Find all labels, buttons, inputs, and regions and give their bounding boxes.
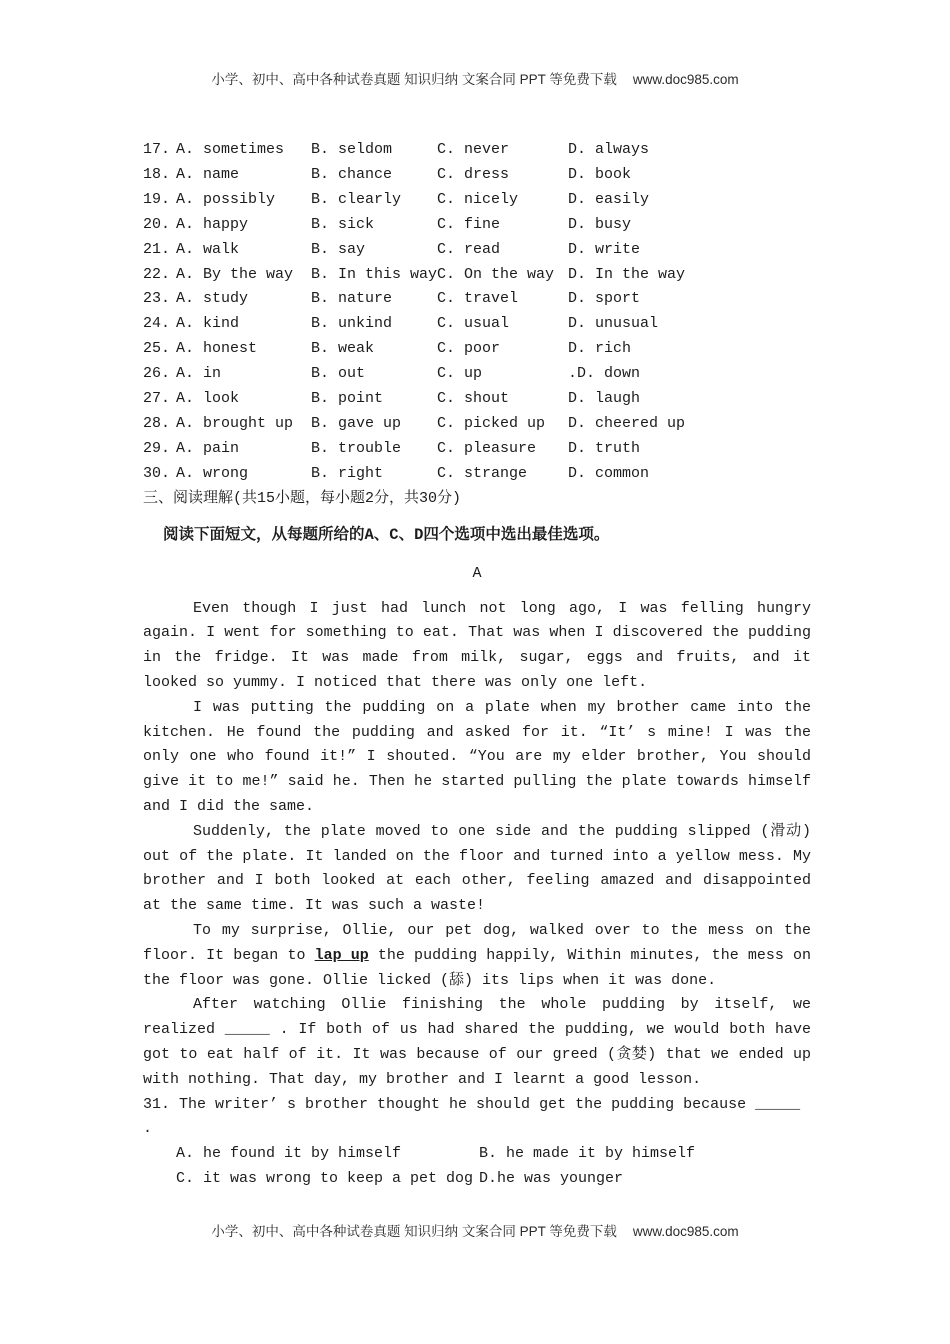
question-number: 18. xyxy=(143,165,171,183)
section-heading: 三、阅读理解(共15小题，每小题2分，共30分) xyxy=(143,489,462,507)
option-b: B. seldom xyxy=(311,141,393,158)
question-list xyxy=(143,138,811,487)
option-a: A. honest xyxy=(176,340,258,358)
option-b: B. unkind xyxy=(311,315,393,333)
question-number: 22. xyxy=(143,265,171,283)
question-number: 21. xyxy=(143,240,171,258)
option-c: C. On the way xyxy=(437,265,555,283)
question-row-28 xyxy=(143,412,811,437)
question-number: 24. xyxy=(143,315,171,333)
option-a: A. pain xyxy=(176,439,240,457)
question-number: 17. xyxy=(143,141,171,158)
header-url: www.doc985.com xyxy=(632,72,739,87)
question-number: 19. xyxy=(143,190,171,208)
option-d: D. write xyxy=(568,240,641,258)
option-b: B. weak xyxy=(311,340,375,358)
paragraph-4-text-after: the pudding happily, Within minutes, the mess on the floor was gone. Ollie licked (舔) its lips when it was done. xyxy=(143,946,811,989)
option-a: A. happy xyxy=(176,215,249,233)
question-number: 20. xyxy=(143,215,171,233)
footer-url: www.doc985.com xyxy=(632,1223,739,1239)
option-a: A. look xyxy=(176,390,240,408)
option-d: D. sport xyxy=(568,290,641,308)
question-row-20 xyxy=(143,213,811,238)
passage-paragraph-1: Even though I just had lunch not long ago, I was felling hungry again. I went for something to eat. That was when I discovered the pudding in the fridge. It was made from milk, sugar, eggs and fruits, and it looked so yummy. I noticed that there was only one left. xyxy=(143,599,811,691)
question-number: 27. xyxy=(143,390,171,408)
option-b: B. out xyxy=(311,365,366,383)
question-number: 30. xyxy=(143,464,171,482)
option-c: C. pleasure xyxy=(437,439,537,457)
option-b: B. right xyxy=(311,464,384,482)
option-d: D. truth xyxy=(568,439,641,457)
question-row-29 xyxy=(143,437,811,462)
option-a: A. in xyxy=(176,365,222,383)
option-b: B. clearly xyxy=(311,190,402,208)
option-d: D. always xyxy=(568,141,650,158)
option-d: D. busy xyxy=(568,215,632,233)
option-c: C. fine xyxy=(437,215,501,233)
option-d: D. easily xyxy=(568,190,650,208)
passage-label: A xyxy=(472,564,482,582)
option-c: C. never xyxy=(437,141,510,158)
passage-paragraph-2: I was putting the pudding on a plate when my brother came into the kitchen. He found the pudding and asked for it. “It’ s mine! I was the only one who found it!” I shouted. “You are my elder brother, You should give it to me!” said he. Then he started pulling the plate towards himself and I did the same. xyxy=(143,698,811,815)
option-c: C. dress xyxy=(437,165,510,183)
question-number: 26. xyxy=(143,365,171,383)
question-number: 23. xyxy=(143,290,171,308)
passage-paragraph-3: Suddenly, the plate moved to one side and the pudding slipped (滑动) out of the plate. It landed on the floor and turned into a yellow mess. My brother and I both looked at each other, feeling amazed and disappointed at the same time. It was such a waste! xyxy=(143,822,811,915)
question-row-30 xyxy=(143,462,811,487)
option-a: A. sometimes xyxy=(176,141,285,158)
option-a: A. study xyxy=(176,290,249,308)
page-header xyxy=(0,0,950,88)
option-b: B. In this way xyxy=(311,265,438,283)
option-a: A. wrong xyxy=(176,464,249,482)
option-d: D. rich xyxy=(568,340,632,358)
question-row-27 xyxy=(143,387,811,412)
option-d: D. In the way xyxy=(568,265,686,283)
passage-paragraph-5: After watching Ollie finishing the whole pudding by itself, we realized _____ . If both of us had shared the pudding, we would both have got to eat half of it. It was because of our greed (贪婪) that we ended up with nothing. That day, my brother and I learnt a good lesson. xyxy=(143,996,811,1088)
passage-paragraph-4 xyxy=(143,919,811,993)
question-31-options xyxy=(176,1142,811,1192)
question-row-17 xyxy=(143,138,811,163)
q31-option-b: B. he made it by himself xyxy=(479,1145,696,1163)
option-d: D. cheered up xyxy=(568,414,686,432)
reading-instruction: 阅读下面短文，从每题所给的A、C、D四个选项中选出最佳选项。 xyxy=(163,525,610,544)
question-row-26 xyxy=(143,362,811,387)
question-row-19 xyxy=(143,188,811,213)
option-b: B. nature xyxy=(311,290,393,308)
question-row-24 xyxy=(143,312,811,337)
page-content xyxy=(143,138,811,1192)
paragraph-4-text-before: To my surprise, Ollie, our pet dog, walked over to the mess on the floor. It began to xyxy=(143,921,811,964)
option-d: D. unusual xyxy=(568,315,659,333)
option-c: C. usual xyxy=(437,315,510,333)
option-a: A. name xyxy=(176,165,240,183)
q31-option-c: C. it was wrong to keep a pet dog xyxy=(176,1169,474,1187)
option-b: B. say xyxy=(311,240,366,258)
question-number: 25. xyxy=(143,340,171,358)
header-text: 小学、初中、高中各种试卷真题 知识归纳 文案合同 PPT 等免费下载 xyxy=(211,72,617,87)
option-c: C. shout xyxy=(437,390,510,408)
option-b: B. gave up xyxy=(311,414,402,432)
keyword-lap-up: lap up xyxy=(314,946,369,964)
question-number: 29. xyxy=(143,439,171,457)
option-c: C. travel xyxy=(437,290,519,308)
q31-option-d: D.he was younger xyxy=(479,1169,624,1187)
option-b: B. point xyxy=(311,390,384,408)
question-row-23 xyxy=(143,287,811,312)
q31-option-a: A. he found it by himself xyxy=(176,1145,402,1163)
option-c: C. up xyxy=(437,365,483,383)
option-a: A. kind xyxy=(176,315,240,333)
option-a: A. walk xyxy=(176,240,240,258)
option-d: D. laugh xyxy=(568,390,641,408)
option-c: C. read xyxy=(437,240,501,258)
option-d: .D. down xyxy=(568,365,641,383)
option-c: C. nicely xyxy=(437,190,519,208)
question-row-22 xyxy=(143,263,811,288)
footer-text: 小学、初中、高中各种试卷真题 知识归纳 文案合同 PPT 等免费下载 xyxy=(211,1223,617,1239)
option-c: C. poor xyxy=(437,340,501,358)
page-footer xyxy=(0,1220,950,1240)
option-d: D. common xyxy=(568,464,650,482)
option-d: D. book xyxy=(568,165,632,183)
option-c: C. picked up xyxy=(437,414,546,432)
option-b: B. chance xyxy=(311,165,393,183)
question-row-21 xyxy=(143,238,811,263)
option-a: A. possibly xyxy=(176,190,276,208)
question-row-18 xyxy=(143,163,811,188)
option-c: C. strange xyxy=(437,464,528,482)
option-a: A. By the way xyxy=(176,265,294,283)
question-row-25 xyxy=(143,337,811,362)
option-b: B. sick xyxy=(311,215,375,233)
option-a: A. brought up xyxy=(176,414,294,432)
option-b: B. trouble xyxy=(311,439,402,457)
question-31-stem: 31. The writer’ s brother thought he should get the pudding because _____ . xyxy=(143,1095,801,1138)
question-number: 28. xyxy=(143,414,171,432)
